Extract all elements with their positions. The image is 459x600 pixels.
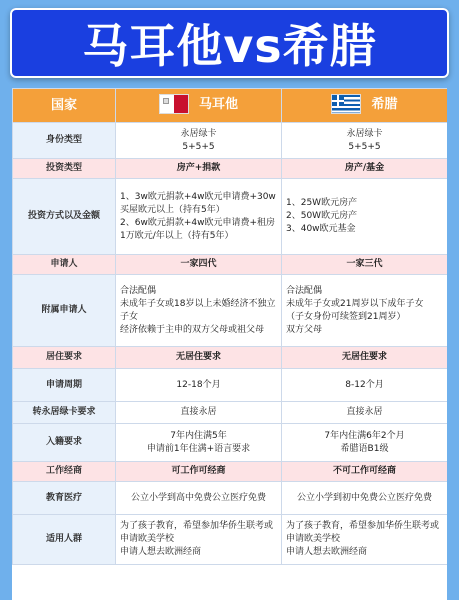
header-country-b (282, 89, 448, 123)
comparison-table (12, 88, 447, 565)
table-row (13, 424, 448, 462)
row-label: 教育医疗 (13, 482, 116, 515)
country-a-cell: 1、3w欧元捐款+4w欧元申请费+30w买屋欧元以上（持有5年） 2、6w欧元捐款+4w欧元申请费+租房1万欧元/年以上（持有5年） (116, 179, 282, 255)
row-label: 申请周期 (13, 369, 116, 402)
row-label: 申请人 (13, 255, 116, 275)
header-row (13, 89, 448, 123)
country-b-cell: 1、25W欧元房产 2、50W欧元房产 3、40w欧元基金 (282, 179, 448, 255)
country-a-cell: 房产+捐款 (116, 159, 282, 179)
table-row (13, 347, 448, 369)
country-a-cell: 永居绿卡 5+5+5 (116, 123, 282, 159)
country-b-cell: 为了孩子教育，希望参加华侨生联考或申请欧美学校 申请人想去欧洲经商 (282, 515, 448, 565)
page-title: 马耳他vs希腊 (82, 19, 377, 73)
row-label: 投资类型 (13, 159, 116, 179)
table-row (13, 369, 448, 402)
row-label: 投资方式以及金额 (13, 179, 116, 255)
table-row (13, 482, 448, 515)
country-a-name: 马耳他 (198, 96, 238, 112)
table-row (13, 275, 448, 347)
malta-flag-icon (159, 94, 189, 114)
country-b-cell: 永居绿卡 5+5+5 (282, 123, 448, 159)
header-label: 国家 (13, 89, 116, 123)
country-b-cell: 8-12个月 (282, 369, 448, 402)
country-b-cell: 不可工作可经商 (282, 462, 448, 482)
country-b-name: 希腊 (371, 96, 398, 112)
country-a-cell: 为了孩子教育，希望参加华侨生联考或申请欧美学校 申请人想去欧洲经商 (116, 515, 282, 565)
country-a-cell: 可工作可经商 (116, 462, 282, 482)
row-label: 工作经商 (13, 462, 116, 482)
row-label: 附属申请人 (13, 275, 116, 347)
country-a-cell: 12-18个月 (116, 369, 282, 402)
header-country-a (116, 89, 282, 123)
country-a-cell: 直接永居 (116, 402, 282, 424)
table-row (13, 462, 448, 482)
table-row (13, 255, 448, 275)
table-row (13, 123, 448, 159)
row-label: 适用人群 (13, 515, 116, 565)
country-a-cell: 一家四代 (116, 255, 282, 275)
country-b-cell: 无居住要求 (282, 347, 448, 369)
country-a-cell: 7年内住满5年 申请前1年住满+语言要求 (116, 424, 282, 462)
table-row (13, 159, 448, 179)
country-b-cell: 合法配偶 未成年子女或21周岁以下成年子女 （子女身份可续签到21周岁） 双方父母 (282, 275, 448, 347)
country-b-cell: 7年内住满6年2个月 希腊语B1级 (282, 424, 448, 462)
country-a-cell: 合法配偶 未成年子女或18岁以上未婚经济不独立子女 经济依赖于主申的双方父母或祖父母 (116, 275, 282, 347)
country-b-cell: 房产/基金 (282, 159, 448, 179)
title-banner (10, 8, 449, 78)
greece-flag-icon (331, 94, 361, 114)
country-b-cell: 直接永居 (282, 402, 448, 424)
table-row (13, 515, 448, 565)
table-row (13, 179, 448, 255)
row-label: 居住要求 (13, 347, 116, 369)
table-row (13, 402, 448, 424)
country-b-cell: 公立小学到初中免费公立医疗免费 (282, 482, 448, 515)
comparison-table-container (12, 88, 447, 600)
country-b-cell: 一家三代 (282, 255, 448, 275)
row-label: 入籍要求 (13, 424, 116, 462)
row-label: 身份类型 (13, 123, 116, 159)
country-a-cell: 无居住要求 (116, 347, 282, 369)
country-a-cell: 公立小学到高中免费公立医疗免费 (116, 482, 282, 515)
row-label: 转永居绿卡要求 (13, 402, 116, 424)
